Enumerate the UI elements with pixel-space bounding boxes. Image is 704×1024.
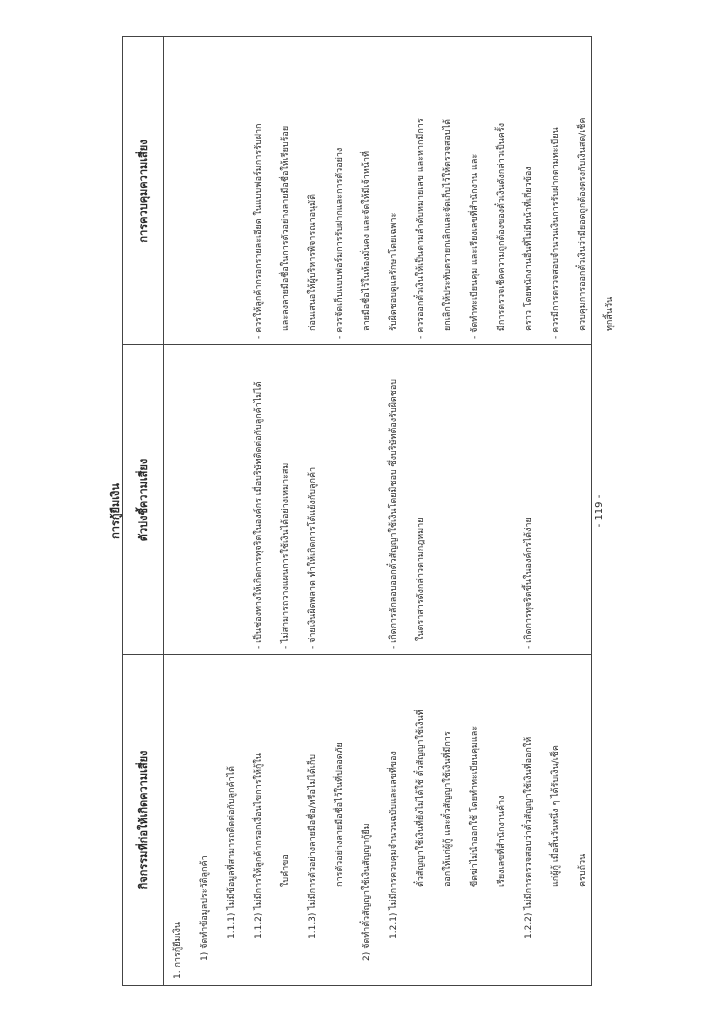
activity-line: ตั๋วสัญญาใช้เงินที่ยังไม่ได้ใช้ ตั๋วสัญญาใช้เงินที่: [416, 709, 426, 887]
activity-line: ใบคำขอ: [281, 854, 291, 887]
activity-line: การตัวอย่างลายมือชื่อไว้ในที่ปลอดภัย: [335, 742, 345, 887]
control-column: [165, 118, 624, 339]
risk-line: - เกิดการทุจริตขึ้นในองค์กรได้ง่าย: [524, 517, 534, 649]
header-risk: ตัวบ่งชี้ความเสี่ยง: [123, 345, 164, 655]
column-divider: [123, 344, 591, 345]
activity-line: 1) จัดทำข้อมูลประวัติลูกค้า: [200, 855, 210, 961]
page-title: การกู้ยืมเงิน: [109, 483, 122, 539]
activity-line: แก่ผู้กู้ เมื่อสิ้นวันหนึ่ง ๆ ได้รับเงิน/เช็ค: [551, 745, 561, 887]
control-line: ยกเลิกให้ประทับตรายกเลิกและจัดเก็บไว้ให้ตรวจสอบได้: [443, 118, 453, 331]
control-line: ลายมือชื่อไว้ในห้องมั่นคง และจัดให้มีเจ้าหน้าที่: [362, 151, 372, 331]
rotated-content: [109, 36, 615, 986]
activity-line: 1.2.1) ไม่มีการควบคุมจำนวนฉบับและเลขที่ของ: [389, 751, 399, 939]
activity-column: [165, 709, 597, 979]
column-divider: [123, 654, 591, 655]
risk-line: - เป็นช่องทางให้เกิดการทุจริตในองค์กร เมื่อบริษัทติดต่อกับลูกค้าไม่ได้: [254, 381, 264, 649]
control-line: มีการตรวจเช็คความถูกต้องของตั๋วเงินดังกล่าวเป็นครั้ง: [497, 122, 507, 331]
activity-line: 1.1.2) ไม่มีการให้ลูกค้ากรอกเงื่อนไขการให้กู้ใน: [254, 753, 264, 939]
activity-line: 1.2.2) ไม่มีการตรวจสอบว่าตั๋วสัญญาใช้เงินที่ออกให้: [524, 736, 534, 939]
activity-line: 1.1.1) ไม่มีข้อมูลที่สามารถติดต่อกับลูกค้าได้: [227, 766, 237, 939]
control-line: ควบคุมการออกตั๋วเงินว่ามียอดถูกต้องตรงกับเงินสด/เช็ค: [578, 117, 588, 331]
activity-line: เรียงเลขที่สำนักงานค้าง: [497, 795, 507, 887]
activity-line: ขีดฆ่าไม่นำออกใช้ โดยทำทะเบียนคุมและ: [470, 725, 480, 887]
risk-column: [165, 379, 543, 649]
page-number: - 119 -: [594, 494, 605, 528]
risk-line: - เกิดการลักลอบออกตั๋วสัญญาใช้เงินโดยมิชอบ ซึ่งบริษัทต้องรับผิดชอบ: [389, 378, 399, 649]
activity-line: 1. การกู้ยืมเงิน: [173, 921, 183, 979]
activity-line: 2) จัดทำตั๋วสัญญาใช้เงินสัญญากู้ยืม: [362, 823, 372, 961]
control-line: และลงลายมือชื่อในการตัวอย่างลายมือชื่อให้เรียบร้อย: [281, 125, 291, 331]
risk-line: ในตราสารดังกล่าวตามกฎหมาย: [416, 517, 426, 641]
risk-line: - ไม่สามารถวางแผนการใช้เงินได้อย่างเหมาะสม: [281, 462, 291, 649]
header-control: การควบคุมความเสี่ยง: [123, 37, 164, 345]
control-line: - ควรให้ลูกค้ากรอกรายละเอียด ในแบบฟอร์มการรับฝาก: [254, 123, 264, 339]
header-activity: กิจกรรมที่ก่อให้เกิดความเสี่ยง: [123, 655, 164, 985]
control-line: รับผิดชอบดูแลรักษาโดยเฉพาะ: [389, 212, 399, 331]
activity-line: 1.1.3) ไม่มีการตัวอย่างลายมือชื่อ/หรือไม่ได้เก็บ: [308, 754, 318, 939]
control-line: - ควรจัดเก็บแบบฟอร์มการรับฝากและการตัวอย่าง: [335, 147, 345, 339]
control-line: ก่อนเสนอให้ผู้บริหารพิจารณาอนุมัติ: [308, 194, 318, 331]
control-line: - ควรมีการตรวจสอบจำนวนเงินการรับฝากตามทะเบียน: [551, 127, 561, 339]
activity-line: ออกให้แก่ผู้กู้ และตั๋วสัญญาใช้เงินที่มีการ: [443, 731, 453, 887]
control-line: ทุกสิ้นวัน: [605, 296, 615, 331]
control-line: - ควรออกตั๋วเงินให้เป็นตามลำดับหมายเลข และหากมีการ: [416, 118, 426, 339]
risk-line: - จ่ายเงินผิดพลาด ทำให้เกิดการโต้แย้งกับลูกค้า: [308, 466, 318, 649]
control-line: - จัดทำทะเบียนคุม และเรียงเลขที่สำนักงาน และ: [470, 153, 480, 339]
control-line: คราว โดยพนักงานอื่นที่ไม่มีหน้าที่เกี่ยวข้อง: [524, 166, 534, 331]
activity-line: ครบถ้วน: [578, 853, 588, 887]
